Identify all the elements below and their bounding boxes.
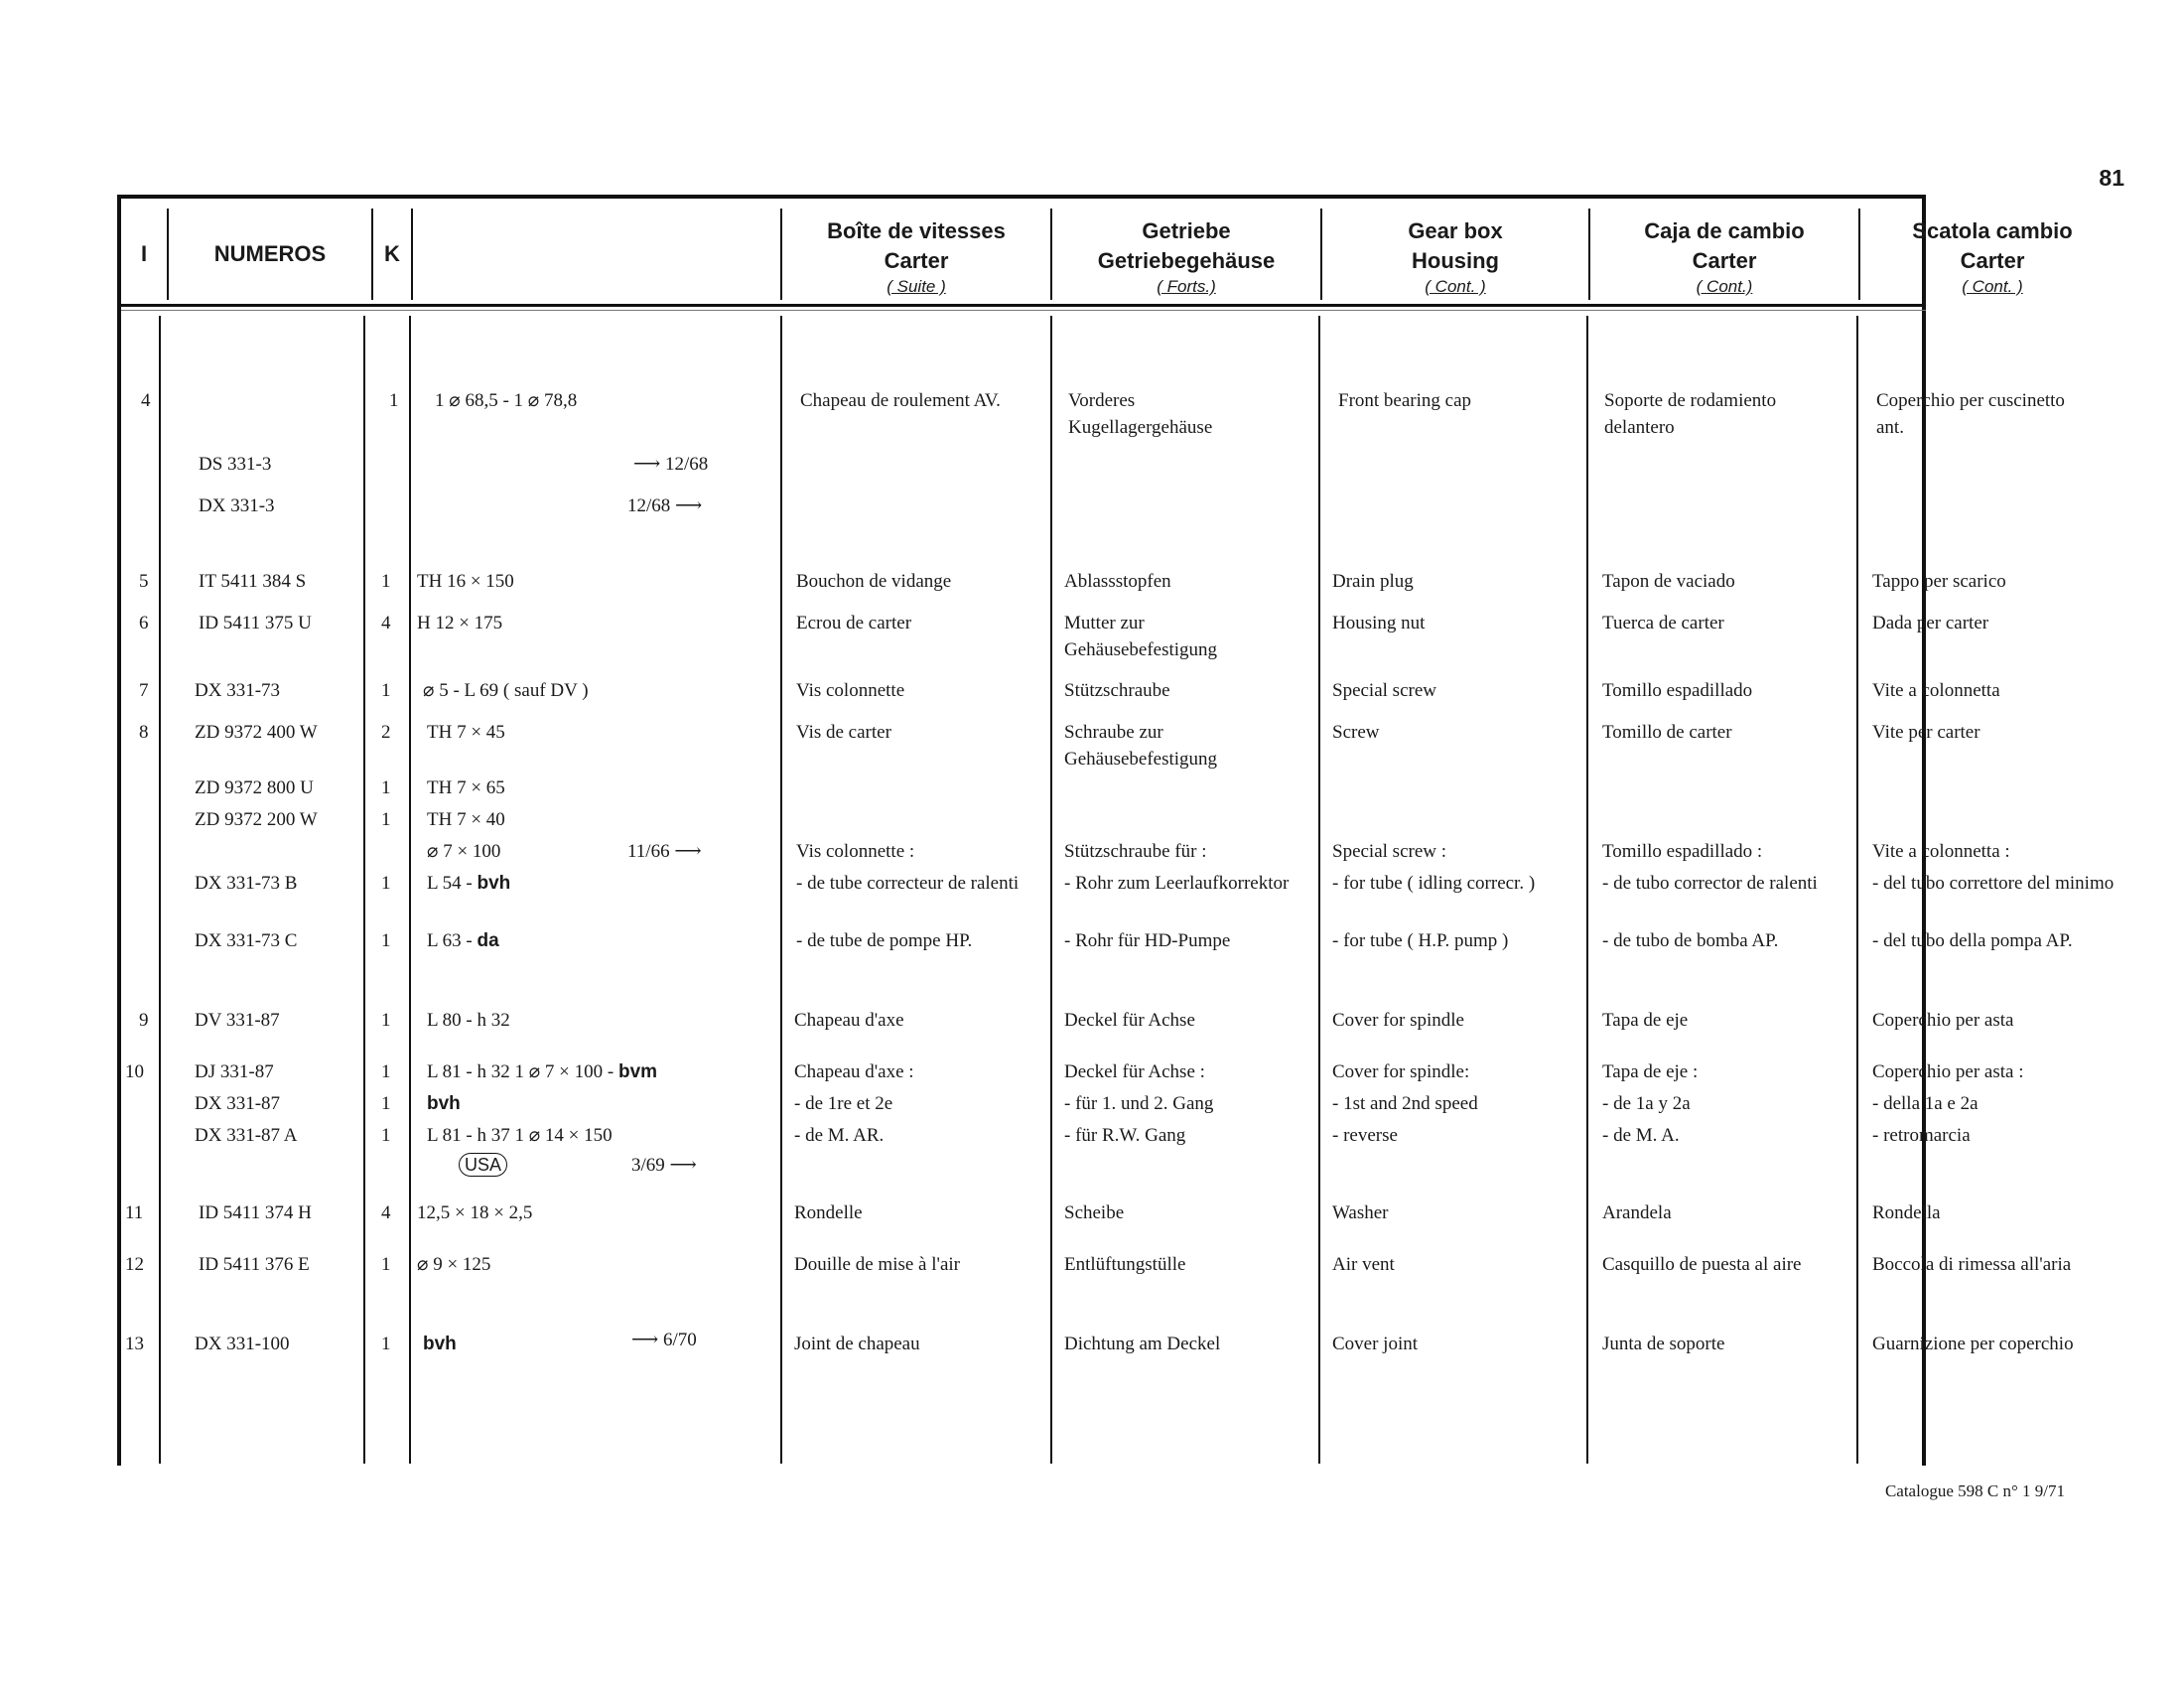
desc-de: Deckel für Achse xyxy=(1064,1010,1195,1031)
usa-label: USA xyxy=(459,1153,507,1177)
desc-de: - für 1. und 2. Gang xyxy=(1064,1093,1214,1114)
row-spec: TH 16 × 150 xyxy=(417,571,514,592)
column-divider xyxy=(411,209,413,300)
column-divider xyxy=(1586,316,1588,1464)
desc-en: Drain plug xyxy=(1332,571,1414,592)
row-index: 7 xyxy=(139,680,149,701)
validity-date: 12/68 ⟶ xyxy=(627,495,703,516)
desc-fr: Chapeau d'axe : xyxy=(794,1061,914,1082)
part-number: ZD 9372 400 W xyxy=(195,722,318,743)
desc-fr: - de 1re et 2e xyxy=(794,1093,893,1114)
validity-date: 3/69 ⟶ xyxy=(631,1155,697,1176)
header-subtitle: Housing xyxy=(1412,248,1499,273)
desc-fr: Vis colonnette xyxy=(796,680,905,701)
row-index: 12 xyxy=(125,1254,144,1275)
desc-de: Vorderes Kugellagergehäuse xyxy=(1068,390,1213,438)
header-title: Getriebe xyxy=(1142,218,1231,243)
desc-it: Dada per carter xyxy=(1872,613,1989,633)
validity-date: 11/66 ⟶ xyxy=(627,841,702,862)
spec-text: L 54 - xyxy=(427,873,473,894)
desc-fr: Rondelle xyxy=(794,1202,863,1223)
row-spec: TH 7 × 65 xyxy=(427,777,505,798)
desc-en: Washer xyxy=(1332,1202,1389,1223)
row-quantity: 4 xyxy=(381,1202,391,1223)
header-col-spanish xyxy=(1590,216,1858,306)
part-number: DX 331-3 xyxy=(199,495,275,516)
desc-it: Vite per carter xyxy=(1872,722,1980,743)
row-spec xyxy=(427,870,510,897)
header-subtitle: Carter xyxy=(1692,248,1757,273)
part-number: DX 331-87 xyxy=(195,1093,281,1114)
desc-en: Cover for spindle xyxy=(1332,1010,1464,1031)
desc-it: Tappo per scarico xyxy=(1872,571,2006,592)
part-number: ZD 9372 200 W xyxy=(195,809,318,830)
column-divider xyxy=(1318,316,1320,1464)
row-index: 8 xyxy=(139,722,149,743)
header-col-numeros: NUMEROS xyxy=(213,241,327,266)
part-number: DX 331-73 B xyxy=(195,873,298,894)
desc-it: Coperchio per asta : xyxy=(1872,1061,2024,1082)
desc-de: Ablassstopfen xyxy=(1064,571,1171,592)
part-number: ZD 9372 800 U xyxy=(195,777,314,798)
part-number: ID 5411 376 E xyxy=(199,1254,310,1275)
validity-date: ⟶ 12/68 xyxy=(633,454,709,475)
desc-fr: - de tube correcteur de ralenti xyxy=(796,873,1020,894)
row-quantity: 2 xyxy=(381,722,391,743)
desc-en: - for tube ( H.P. pump ) xyxy=(1332,930,1509,951)
desc-es: Arandela xyxy=(1602,1202,1672,1223)
row-index: 10 xyxy=(125,1061,144,1082)
desc-es: Tomillo espadillado xyxy=(1602,680,1753,701)
desc-en: Housing nut xyxy=(1332,613,1426,633)
row-spec: 1 ⌀ 68,5 - 1 ⌀ 78,8 xyxy=(435,390,578,411)
variant-code: bvh xyxy=(427,1093,461,1114)
desc-it: - della 1a e 2a xyxy=(1872,1093,1979,1114)
header-rule-secondary xyxy=(121,310,1926,311)
header-col-italian xyxy=(1860,216,2124,306)
row-spec xyxy=(427,1058,657,1085)
desc-es: Tomillo espadillado : xyxy=(1602,841,1763,862)
row-spec: 12,5 × 18 × 2,5 xyxy=(417,1202,533,1223)
header-col-i: I xyxy=(140,241,148,266)
row-quantity: 1 xyxy=(381,1093,391,1114)
desc-fr: Douille de mise à l'air xyxy=(794,1254,960,1275)
row-quantity: 1 xyxy=(381,930,391,951)
desc-it: - del tubo correttore del minimo xyxy=(1872,873,2115,894)
desc-it: Vite a colonnetta : xyxy=(1872,841,2010,862)
header-title: Scatola cambio xyxy=(1912,218,2073,243)
variant-code: bvh xyxy=(423,1334,457,1354)
row-quantity: 4 xyxy=(381,613,391,633)
header-title: Caja de cambio xyxy=(1644,218,1805,243)
desc-it: - del tubo della pompa AP. xyxy=(1872,930,2073,951)
desc-fr: Vis colonnette : xyxy=(796,841,915,862)
row-quantity: 1 xyxy=(381,680,391,701)
desc-de: Scheibe xyxy=(1064,1202,1125,1223)
part-number: DV 331-87 xyxy=(195,1010,280,1031)
desc-en: - reverse xyxy=(1332,1125,1398,1146)
desc-en: Screw xyxy=(1332,722,1380,743)
desc-es: Tapon de vaciado xyxy=(1602,571,1735,592)
row-quantity: 1 xyxy=(381,1125,391,1146)
part-number: DX 331-100 xyxy=(195,1334,290,1354)
row-index: 11 xyxy=(125,1202,144,1223)
header-title: Boîte de vitesses xyxy=(827,218,1006,243)
header-col-french xyxy=(782,216,1050,306)
part-number: DJ 331-87 xyxy=(195,1061,274,1082)
desc-en: - 1st and 2nd speed xyxy=(1332,1093,1478,1114)
row-quantity: 1 xyxy=(381,1254,391,1275)
row-quantity: 1 xyxy=(381,571,391,592)
desc-en: Cover joint xyxy=(1332,1334,1419,1354)
desc-de: Deckel für Achse : xyxy=(1064,1061,1205,1082)
desc-de: Mutter zur Gehäusebefestigung xyxy=(1064,613,1218,660)
part-number: ID 5411 375 U xyxy=(199,613,312,633)
desc-es: - de tubo de bomba AP. xyxy=(1602,930,1779,951)
desc-en: Air vent xyxy=(1332,1254,1395,1275)
desc-it: - retromarcia xyxy=(1872,1125,1971,1146)
row-index: 6 xyxy=(139,613,149,633)
catalogue-reference: Catalogue 598 C n° 1 9/71 xyxy=(1884,1481,2065,1500)
validity-date: ⟶ 6/70 xyxy=(631,1330,697,1350)
desc-it: Vite a colonnetta xyxy=(1872,680,2000,701)
desc-de: - für R.W. Gang xyxy=(1064,1125,1186,1146)
column-divider xyxy=(363,316,365,1464)
row-quantity: 1 xyxy=(381,873,391,894)
desc-es: Junta de soporte xyxy=(1602,1334,1725,1354)
page-number: 81 xyxy=(2099,165,2124,191)
desc-fr: Chapeau d'axe xyxy=(794,1010,904,1031)
desc-es: - de M. A. xyxy=(1602,1125,1680,1146)
desc-fr: Bouchon de vidange xyxy=(796,571,952,592)
header-continuation: ( Suite ) xyxy=(887,277,946,296)
header-continuation: ( Cont.) xyxy=(1696,277,1753,296)
column-divider xyxy=(159,316,161,1464)
desc-es: Tapa de eje : xyxy=(1602,1061,1699,1082)
desc-de: Entlüftungstülle xyxy=(1064,1254,1186,1275)
header-title: Gear box xyxy=(1408,218,1503,243)
row-index: 5 xyxy=(139,571,149,592)
desc-fr: - de M. AR. xyxy=(794,1125,885,1146)
column-divider xyxy=(1856,316,1858,1464)
desc-es: - de tubo corrector de ralenti xyxy=(1602,873,1818,894)
header-subtitle: Carter xyxy=(884,248,949,273)
spec-text: L 63 - xyxy=(427,930,473,951)
column-divider xyxy=(409,316,411,1464)
desc-es: Soporte de rodamiento delantero xyxy=(1604,390,1777,438)
desc-de: - Rohr zum Leerlaufkorrektor xyxy=(1064,873,1290,894)
desc-fr: Vis de carter xyxy=(796,722,891,743)
desc-it: Coperchio per asta xyxy=(1872,1010,2014,1031)
row-index: 4 xyxy=(141,390,151,411)
header-continuation: ( Forts.) xyxy=(1157,277,1216,296)
desc-it: Guarnizione per coperchio xyxy=(1872,1334,2074,1354)
variant-code: bvm xyxy=(617,1061,658,1082)
row-quantity: 1 xyxy=(381,1061,391,1082)
variant-code: da xyxy=(477,930,499,951)
header-col-german xyxy=(1052,216,1320,306)
desc-en: Cover for spindle: xyxy=(1332,1061,1470,1082)
row-quantity: 1 xyxy=(389,390,399,411)
row-spec: ⌀ 5 - L 69 ( sauf DV ) xyxy=(423,680,589,701)
row-spec xyxy=(427,927,499,954)
part-number: DX 331-87 A xyxy=(195,1125,298,1146)
desc-en: - for tube ( idling correcr. ) xyxy=(1332,873,1536,894)
header-col-english xyxy=(1322,216,1588,306)
header-continuation: ( Cont. ) xyxy=(1962,277,2023,296)
desc-es: Tapa de eje xyxy=(1602,1010,1689,1031)
desc-es: - de 1a y 2a xyxy=(1602,1093,1691,1114)
desc-it: Rondella xyxy=(1872,1202,1941,1223)
column-divider xyxy=(1050,316,1052,1464)
desc-de: Dichtung am Deckel xyxy=(1064,1334,1221,1354)
desc-fr: Chapeau de roulement AV. xyxy=(800,390,1001,411)
row-spec: ⌀ 9 × 125 xyxy=(417,1254,491,1275)
row-spec: H 12 × 175 xyxy=(417,613,503,633)
usa-stamp xyxy=(459,1152,507,1179)
desc-en: Front bearing cap xyxy=(1338,390,1472,411)
desc-it: Boccola di rimessa all'aria xyxy=(1872,1254,2072,1275)
row-spec: L 81 - h 37 1 ⌀ 14 × 150 xyxy=(427,1125,613,1146)
row-spec: ⌀ 7 × 100 xyxy=(427,841,501,862)
desc-de: Stützschraube für : xyxy=(1064,841,1207,862)
desc-de: Schraube zur Gehäusebefestigung xyxy=(1064,722,1218,770)
row-quantity: 1 xyxy=(381,1334,391,1354)
header-subtitle: Carter xyxy=(1960,248,2025,273)
part-number: DX 331-73 C xyxy=(195,930,298,951)
part-number: DX 331-73 xyxy=(195,680,281,701)
row-quantity: 1 xyxy=(381,1010,391,1031)
desc-de: - Rohr für HD-Pumpe xyxy=(1064,930,1231,951)
part-number: ID 5411 374 H xyxy=(199,1202,312,1223)
column-divider xyxy=(780,316,782,1464)
row-spec: L 80 - h 32 xyxy=(427,1010,510,1031)
row-index: 9 xyxy=(139,1010,149,1031)
header-subtitle: Getriebegehäuse xyxy=(1097,248,1276,273)
desc-de: Stützschraube xyxy=(1064,680,1170,701)
spec-text: L 81 - h 32 1 ⌀ 7 × 100 - xyxy=(427,1061,614,1082)
part-number: DS 331-3 xyxy=(199,454,272,475)
desc-es: Tomillo de carter xyxy=(1602,722,1732,743)
desc-en: Special screw xyxy=(1332,680,1436,701)
desc-fr: Joint de chapeau xyxy=(794,1334,920,1354)
header-col-k: K xyxy=(384,241,400,266)
variant-code: bvh xyxy=(477,873,511,894)
header-continuation: ( Cont. ) xyxy=(1425,277,1486,296)
row-spec: TH 7 × 45 xyxy=(427,722,505,743)
row-quantity: 1 xyxy=(381,809,391,830)
row-quantity: 1 xyxy=(381,777,391,798)
row-spec: TH 7 × 40 xyxy=(427,809,505,830)
row-index: 13 xyxy=(125,1334,144,1354)
desc-fr: - de tube de pompe HP. xyxy=(796,930,973,951)
desc-it: Coperchio per cuscinetto ant. xyxy=(1876,390,2065,438)
part-number: IT 5411 384 S xyxy=(199,571,307,592)
desc-es: Casquillo de puesta al aire xyxy=(1602,1254,1802,1275)
desc-es: Tuerca de carter xyxy=(1602,613,1724,633)
desc-en: Special screw : xyxy=(1332,841,1447,862)
desc-fr: Ecrou de carter xyxy=(796,613,912,633)
